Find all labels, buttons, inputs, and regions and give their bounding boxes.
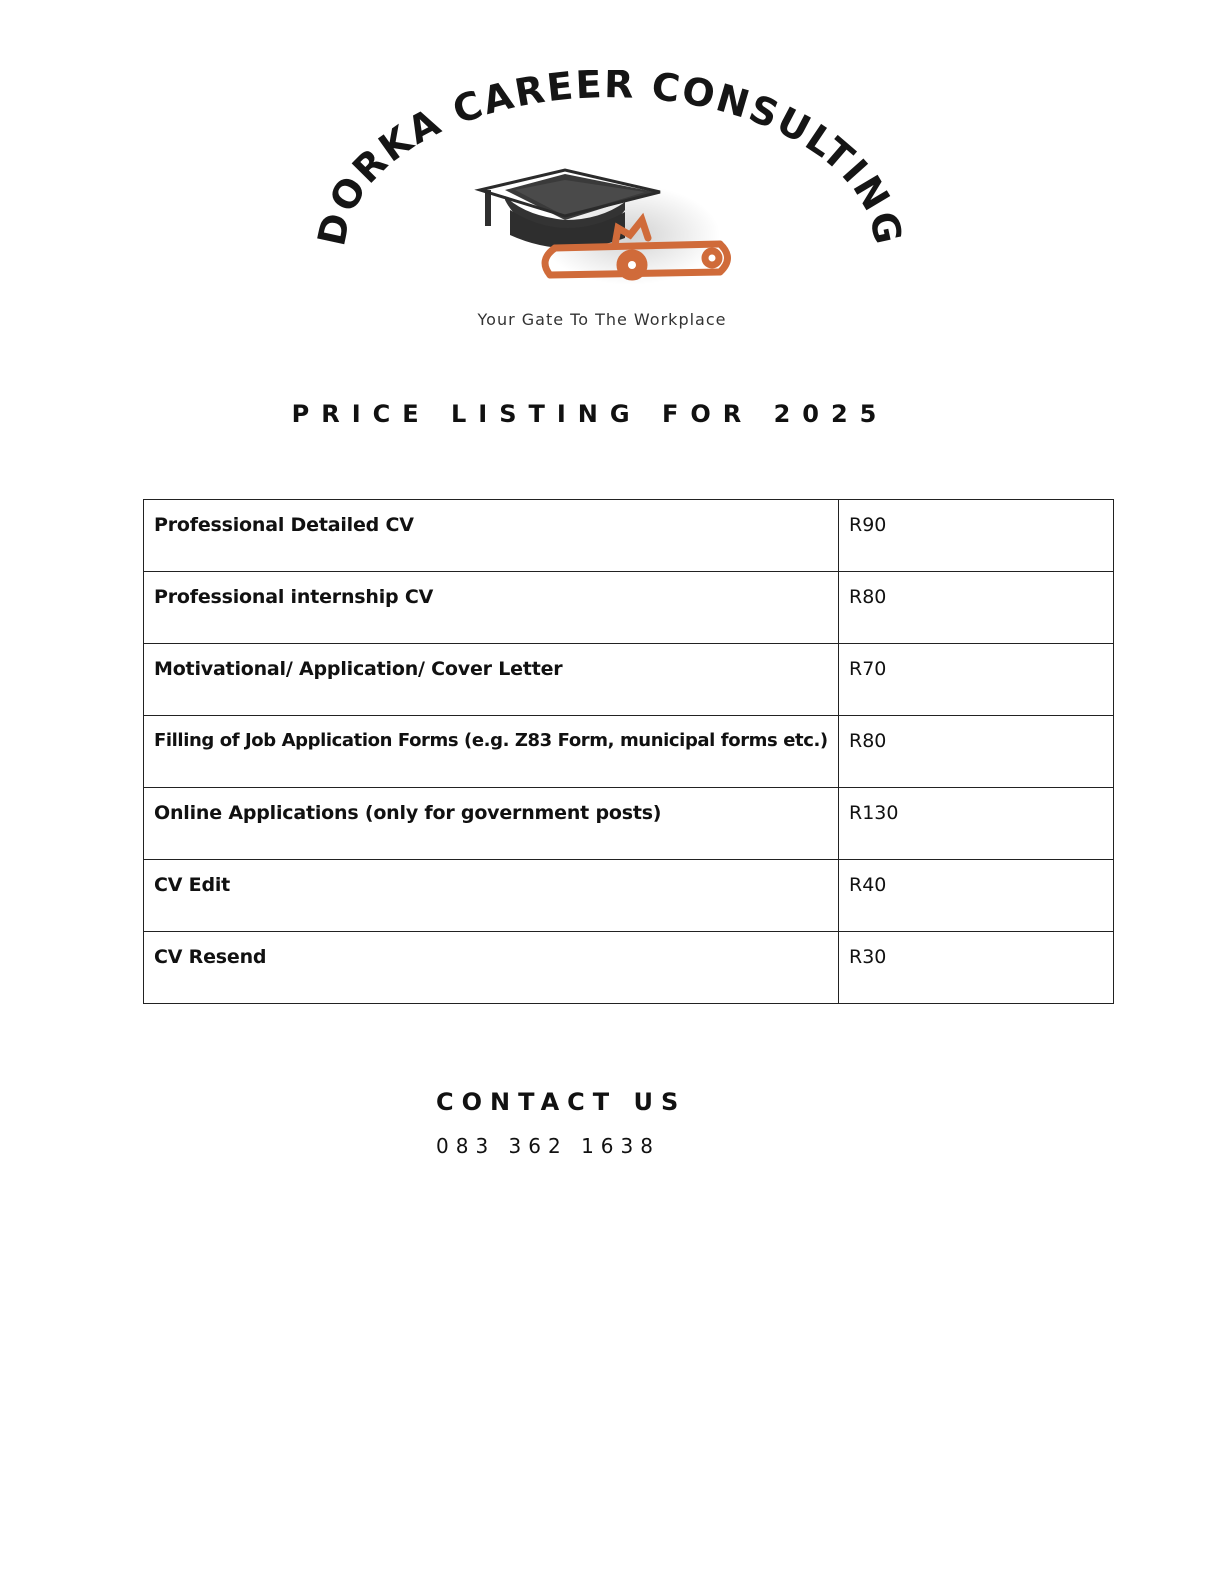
service-name: CV Edit: [144, 860, 839, 932]
price-table: [143, 499, 1114, 1004]
service-name: Motivational/ Application/ Cover Letter: [144, 644, 839, 716]
table-row: [144, 932, 1114, 1004]
service-name: Filling of Job Application Forms (e.g. Z83 Form, municipal forms etc.): [144, 716, 839, 788]
service-price: R80: [839, 716, 1114, 788]
contact-phone[interactable]: 083 362 1638: [436, 1134, 660, 1158]
table-row: [144, 644, 1114, 716]
service-name: Professional Detailed CV: [144, 500, 839, 572]
table-row: [144, 500, 1114, 572]
table-row: [144, 572, 1114, 644]
service-price: R90: [839, 500, 1114, 572]
contact-heading: CONTACT US: [436, 1088, 687, 1116]
service-name: Professional internship CV: [144, 572, 839, 644]
service-price: R80: [839, 572, 1114, 644]
service-price: R40: [839, 860, 1114, 932]
logo-arched-name: DORKA CAREER CONSULTING: [309, 70, 911, 250]
page-title: PRICE LISTING FOR 2025: [291, 400, 889, 428]
service-price: R70: [839, 644, 1114, 716]
company-logo-graphic: [300, 70, 920, 360]
table-row: [144, 860, 1114, 932]
service-price: R130: [839, 788, 1114, 860]
logo-tagline: Your Gate To The Workplace: [477, 310, 727, 329]
service-name: Online Applications (only for government posts): [144, 788, 839, 860]
service-name: CV Resend: [144, 932, 839, 1004]
service-price: R30: [839, 932, 1114, 1004]
company-logo: [300, 70, 920, 360]
table-row: [144, 716, 1114, 788]
table-row: [144, 788, 1114, 860]
